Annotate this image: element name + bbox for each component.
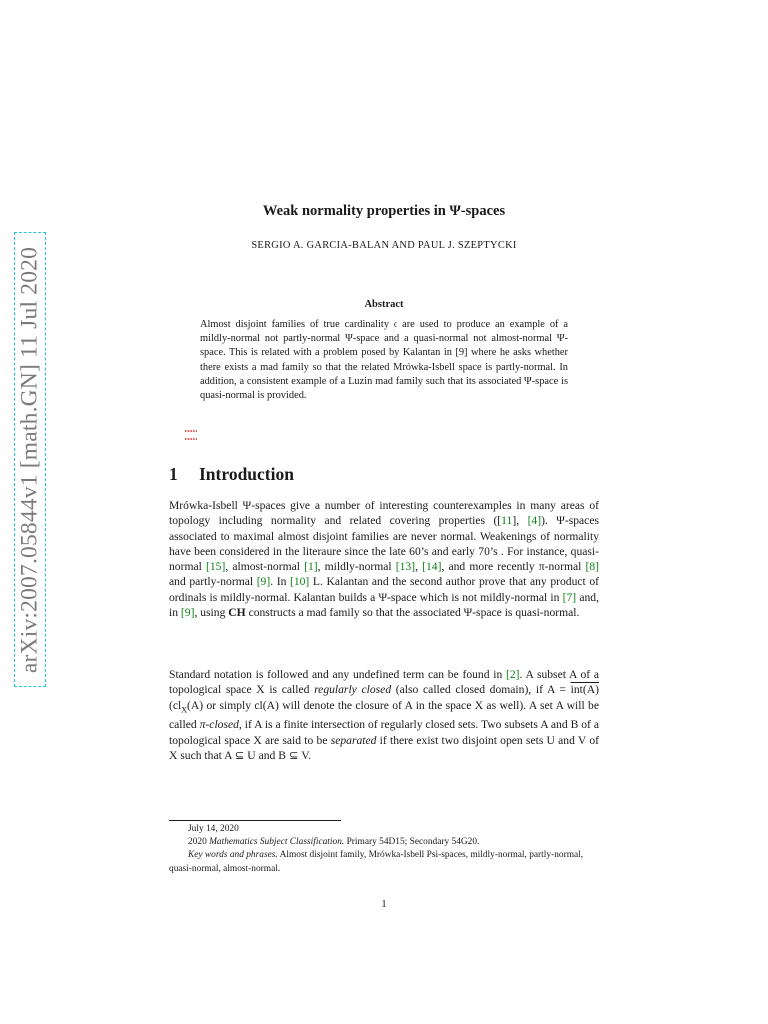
citation-link[interactable]: [4] xyxy=(527,514,542,528)
text-run: (A) or simply cl(A) will denote the closure of A in the space X as well). A set A will be called xyxy=(169,698,599,732)
text-run: Mrówka-Isbell Ψ-spaces give a number of interesting counterexamples in many areas of topology including normality and related covering properties ([ xyxy=(169,499,599,528)
text-run: constructs a mad family so that the associated Ψ-space is quasi-normal. xyxy=(245,606,580,620)
text-run: . In xyxy=(270,575,290,589)
text-run: , mildly-normal xyxy=(317,560,396,574)
abstract-body: Almost disjoint families of true cardinality 𝔠 are used to produce an example of a mildly-normal not partly-normal Ψ-space and a quasi-normal not almost-normal Ψ-space. This is related with a problem posed by Kalantan in [9] where he asks whether there exists a mad family so that the related Mrówka-Isbell space is partly-normal. In addition, a consistent example of a Luzin mad family such that its associated Ψ-space is quasi-normal is provided. xyxy=(200,319,568,402)
text-run: . A subset A of a topological space X is called xyxy=(169,668,599,697)
text-run: if there exist two disjoint open sets U and V of X such that A ⊆ U and B ⊆ V. xyxy=(169,733,599,762)
msc-value: Primary 54D15; Secondary 54G20. xyxy=(344,837,480,848)
text-run: ], xyxy=(512,514,528,528)
citation-link[interactable]: [7] xyxy=(562,590,577,604)
keywords-value: Almost disjoint family, Mrówka-Isbell Psi-spaces, mildly-normal, partly-normal, quasi-normal, almost-normal. xyxy=(169,850,584,874)
citation-link[interactable]: [9] xyxy=(256,575,271,589)
term-separated: separated xyxy=(330,733,377,747)
term-pi-closed: π-closed xyxy=(199,718,239,732)
footnote-keywords xyxy=(169,849,599,875)
section-heading xyxy=(169,464,294,485)
msc-label: Mathematics Subject Classification. xyxy=(209,837,345,848)
text-run: (cl xyxy=(169,698,182,712)
text-run: Standard notation is followed and any undefined term can be found in xyxy=(169,668,506,681)
citation-link[interactable]: [2] xyxy=(505,668,520,681)
keywords-label: Key words and phrases. xyxy=(188,850,278,861)
text-run: 2020 xyxy=(188,837,210,848)
citation-link[interactable]: [8] xyxy=(585,560,599,574)
text-run: L. Kalantan and the second author prove that any product of ordinals is mildly-normal. Kalantan builds a Ψ-space which is not mildly-normal in xyxy=(169,575,599,604)
footnotes xyxy=(169,823,599,876)
footnote-date: July 14, 2020 xyxy=(188,824,239,834)
text-run: , and more recently π-normal xyxy=(441,560,586,574)
intro-paragraph-2 xyxy=(169,667,599,763)
ch-emphasis: CH xyxy=(228,606,246,620)
page-number: 1 xyxy=(381,898,387,910)
citation-link[interactable]: [14] xyxy=(422,560,442,574)
text-run: and, in xyxy=(169,590,599,620)
citation-link[interactable]: 11 xyxy=(501,514,513,528)
text-run: (also called closed domain), if A = xyxy=(391,683,571,697)
section-number: 1 xyxy=(169,464,178,484)
paper-authors: SERGIO A. GARCIA-BALAN AND PAUL J. SZEPTYCKI xyxy=(251,240,517,251)
citation-link[interactable]: [1] xyxy=(304,560,318,574)
abstract-heading: Abstract xyxy=(364,299,404,310)
citation-link[interactable]: [9] xyxy=(180,606,195,620)
interior-closure-expression: int(A) xyxy=(570,683,599,697)
intro-paragraph-1 xyxy=(169,498,599,620)
paper-title: Weak normality properties in Ψ-spaces xyxy=(262,203,506,219)
citation-link[interactable]: [10] xyxy=(289,575,310,589)
footnote-msc xyxy=(169,836,599,849)
subscript-x: X xyxy=(181,704,188,714)
text-run: , if A is a finite intersection of regularly closed sets. Two subsets A and B of a topological space X are said to be xyxy=(169,718,599,747)
term-regularly-closed: regularly closed xyxy=(314,683,392,697)
text-run: , using xyxy=(194,606,229,620)
text-run: , almost-normal xyxy=(225,560,305,574)
citation-link[interactable]: [15] xyxy=(205,560,226,574)
citation-link[interactable]: [13] xyxy=(395,560,416,574)
arxiv-stamp[interactable] xyxy=(14,232,46,687)
text-run: and partly-normal xyxy=(169,575,257,589)
text-run: , xyxy=(415,560,423,574)
footnote-rule xyxy=(169,820,341,821)
hyperlink-marker-icon xyxy=(184,428,198,442)
arxiv-identifier[interactable]: arXiv:2007.05844v1 [math.GN] 11 Jul 2020 xyxy=(16,246,43,673)
text-run: ). Ψ-spaces associated to maximal almost disjoint families are never normal. Weakenings of normality have been considered in the literaure since the late 60’s and early 70’s . For instance, quasi-normal xyxy=(169,514,599,574)
section-title: Introduction xyxy=(199,464,294,484)
